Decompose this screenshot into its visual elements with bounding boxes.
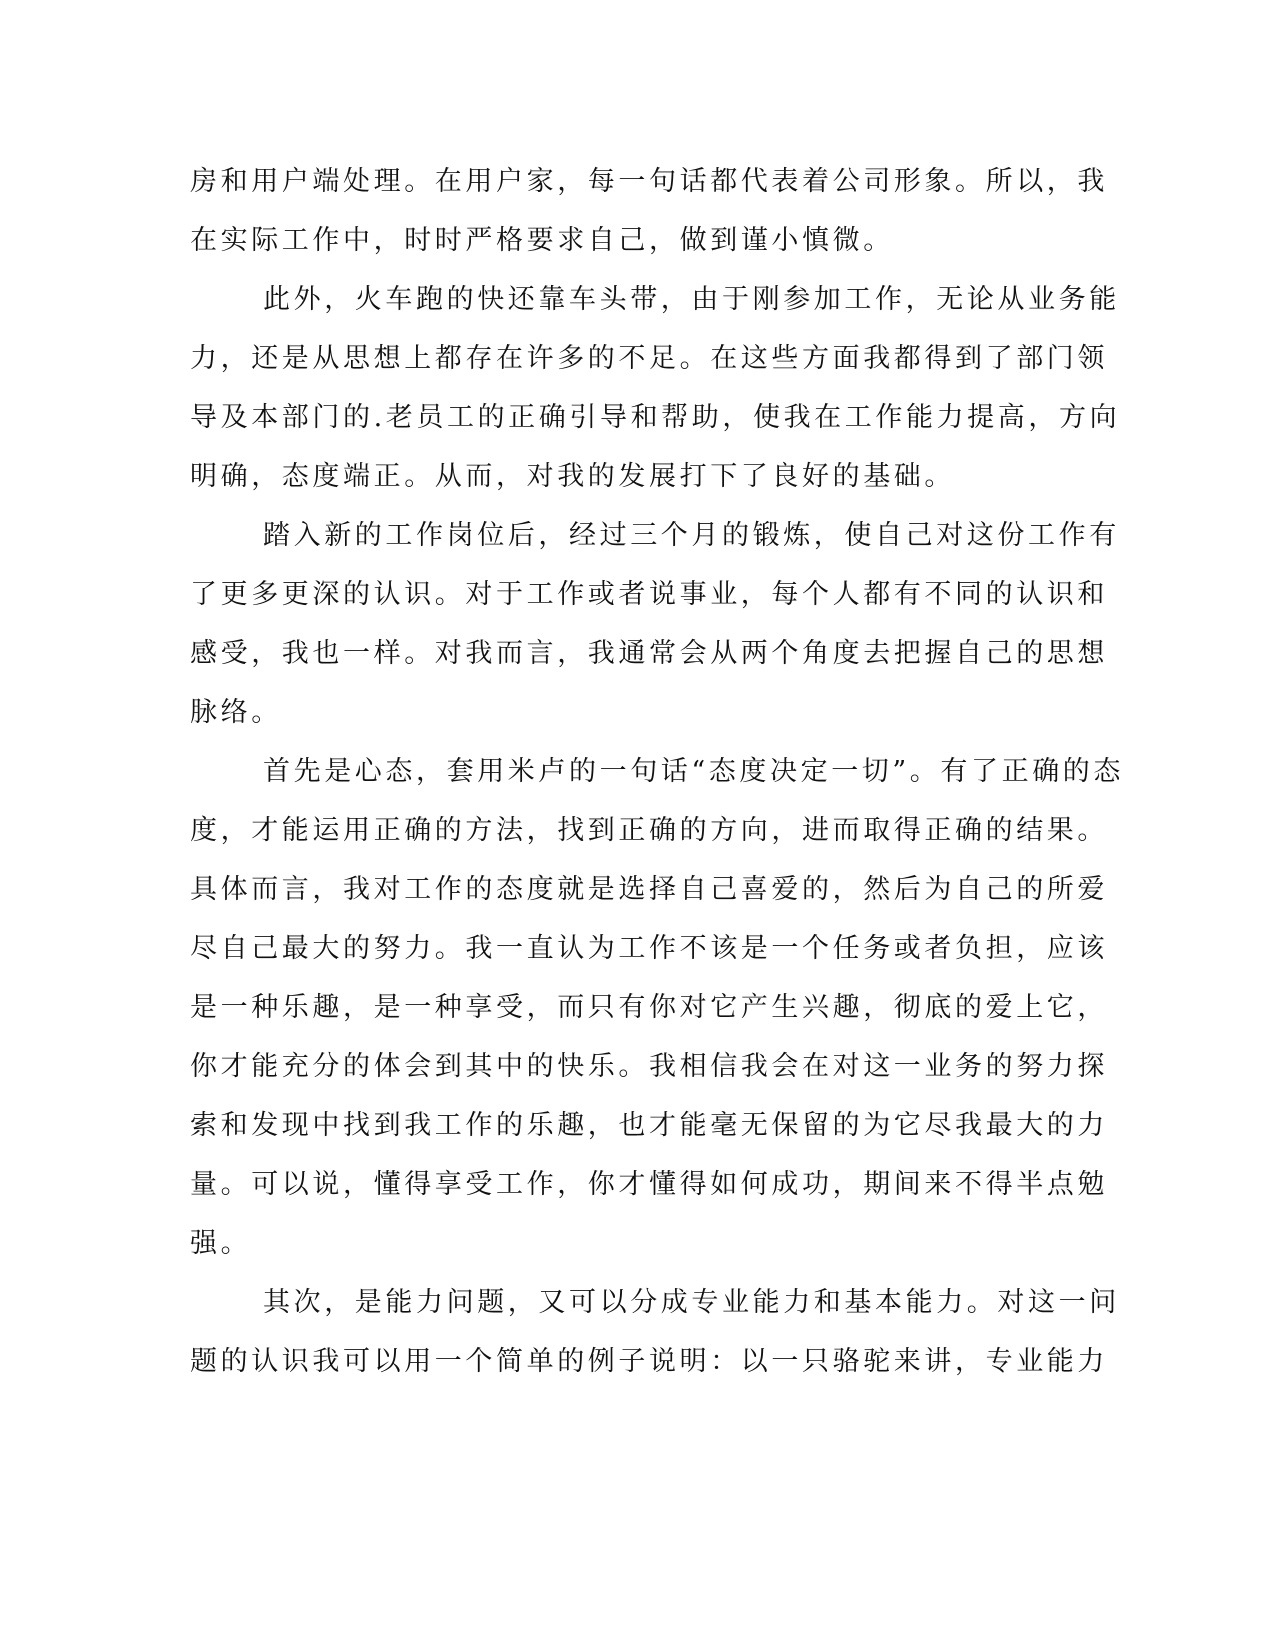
paragraph-3-line-3: 感受，我也一样。对我而言，我通常会从两个角度去把握自己的思想 — [190, 638, 1108, 669]
paragraph-4-line-2: 度，才能运用正确的方法，找到正确的方向，进而取得正确的结果。 — [190, 815, 1108, 846]
paragraph-3-line-1: 踏入新的工作岗位后，经过三个月的锻炼，使自己对这份工作有 — [263, 520, 1120, 551]
paragraph-4-line-5: 是一种乐趣，是一种享受，而只有你对它产生兴趣，彻底的爱上它， — [190, 992, 1108, 1023]
paragraph-2-line-2: 力，还是从思想上都存在许多的不足。在这些方面我都得到了部门领 — [190, 343, 1108, 374]
paragraph-4-line-3: 具体而言，我对工作的态度就是选择自己喜爱的，然后为自己的所爱 — [190, 874, 1108, 905]
paragraph-3-line-2: 了更多更深的认识。对于工作或者说事业，每个人都有不同的认识和 — [190, 579, 1108, 610]
paragraph-4-line-1: 首先是心态，套用米卢的一句话“态度决定一切”。有了正确的态 — [263, 756, 1125, 787]
paragraph-4-line-9: 强。 — [190, 1228, 252, 1259]
paragraph-4-line-7: 索和发现中找到我工作的乐趣，也才能毫无保留的为它尽我最大的力 — [190, 1110, 1108, 1141]
paragraph-1-line-1: 房和用户端处理。在用户家，每一句话都代表着公司形象。所以，我 — [190, 166, 1108, 197]
paragraph-4-line-6: 你才能充分的体会到其中的快乐。我相信我会在对这一业务的努力探 — [190, 1051, 1108, 1082]
paragraph-4-line-8: 量。可以说，懂得享受工作，你才懂得如何成功，期间来不得半点勉 — [190, 1169, 1108, 1200]
paragraph-3-line-4: 脉络。 — [190, 697, 282, 728]
paragraph-5-line-1: 其次，是能力问题，又可以分成专业能力和基本能力。对这一问 — [263, 1287, 1120, 1318]
paragraph-4-line-4: 尽自己最大的努力。我一直认为工作不该是一个任务或者负担，应该 — [190, 933, 1108, 964]
paragraph-2-line-1: 此外，火车跑的快还靠车头带，由于刚参加工作，无论从业务能 — [263, 284, 1120, 315]
paragraph-2-line-4: 明确，态度端正。从而，对我的发展打下了良好的基础。 — [190, 461, 955, 492]
paragraph-5-line-2: 题的认识我可以用一个简单的例子说明：以一只骆驼来讲，专业能力 — [190, 1346, 1108, 1377]
paragraph-2-line-3: 导及本部门的.老员工的正确引导和帮助，使我在工作能力提高，方向 — [190, 402, 1121, 433]
paragraph-1-line-2: 在实际工作中，时时严格要求自己，做到谨小慎微。 — [190, 225, 894, 256]
